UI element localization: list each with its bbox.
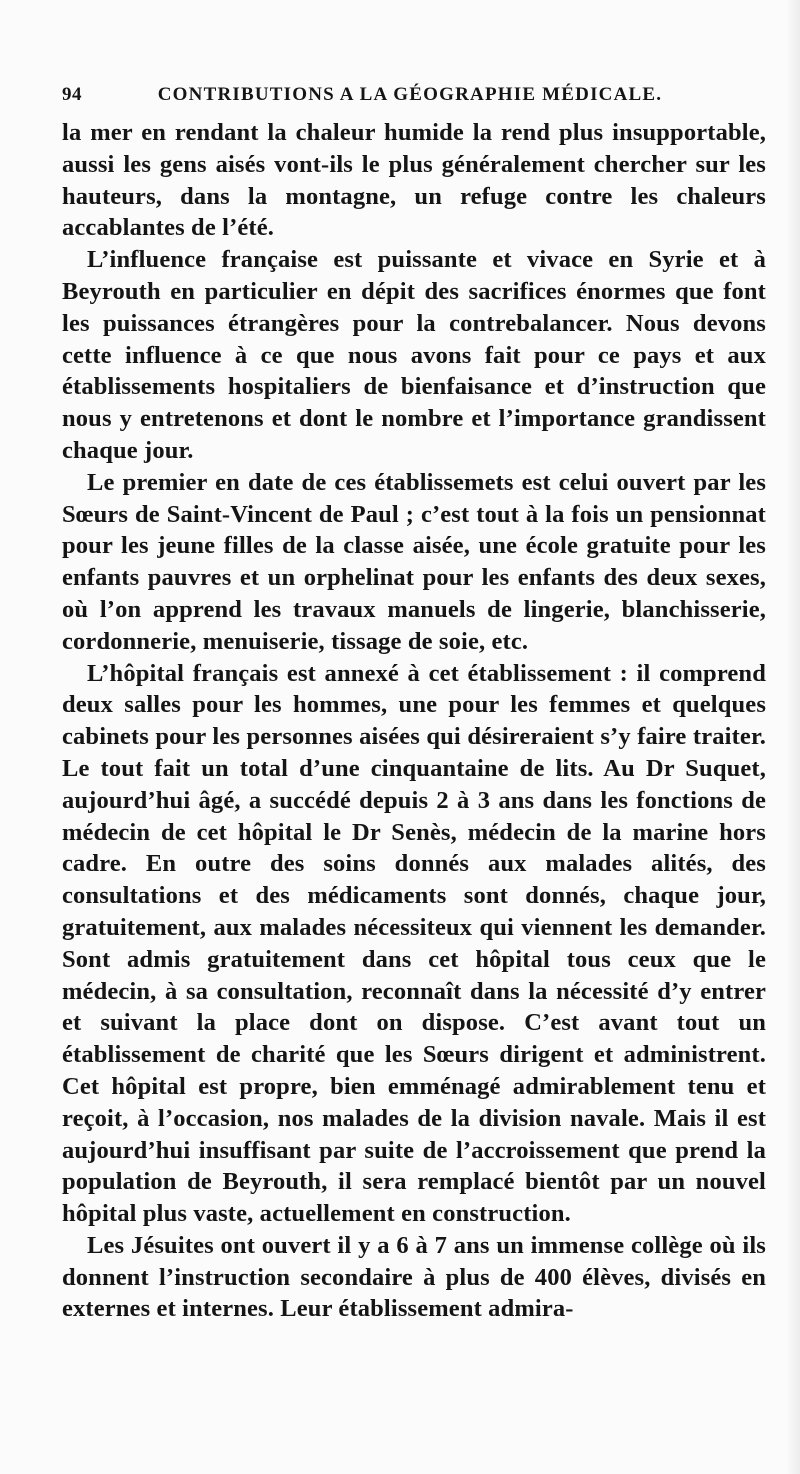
paragraph-continuation: la mer en rendant la chaleur humide la rend plus insupportable, aussi les gens aisés vont-ils le plus généralement chercher sur les hauteurs, dans la montagne, un refuge contre les chaleurs accablantes de l’été. (62, 119, 766, 242)
page-edge-shadow (786, 0, 800, 1474)
running-title: CONTRIBUTIONS A LA GÉOGRAPHIE MÉDICALE. (157, 84, 663, 105)
running-header (62, 84, 738, 110)
paragraph-sisters-establishment: Le premier en date de ces établissemets est celui ouvert par les Sœurs de Saint-Vincent de Paul ; c’est tout à la fois un pensionnat pour les jeune filles de la classe aisée, une école gratuite pour les enfants pauvres et un orphelinat pour les enfants des deux sexes, où l’on apprend les travaux manuels de lingerie, blanchisserie, cordonnerie, menuiserie, tissage de soie, etc. (62, 468, 766, 655)
body-text (62, 117, 766, 1325)
paragraph-french-hospital: L’hôpital français est annexé à cet établissement : il comprend deux salles pour les hommes, une pour les femmes et quelques cabinets pour les personnes aisées qui désireraient s’y faire traiter. Le tout fait un total d’une cinquantaine de lits. Au Dr Suquet, aujourd’hui âgé, a succédé depuis 2 à 3 ans dans les fonctions de médecin de cet hôpital le Dr Senès, médecin de la marine hors cadre. En outre des soins donnés aux malades alités, des consultations et des médicaments sont donnés, chaque jour, gratuitement, aux malades nécessiteux qui viennent les demander. Sont admis gratuitement dans cet hôpital tous ceux que le médecin, à sa consultation, reconnaît dans la nécessité d’y entrer et suivant la place dont on dispose. C’est avant tout un établissement de charité que les Sœurs dirigent et administrent. Cet hôpital est propre, bien emménagé admirablement tenu et reçoit, à l’occasion, nos malades de la division navale. Mais il est aujourd’hui insuffisant par suite de l’accroissement que prend la population de Beyrouth, il sera remplacé bientôt par un nouvel hôpital plus vaste, actuellement en construction. (62, 659, 766, 1228)
paragraph-jesuit-college: Les Jésuites ont ouvert il y a 6 à 7 ans un immense collège où ils donnent l’instruction secondaire à plus de 400 élèves, divisés en externes et internes. Leur établissement admira- (62, 1231, 766, 1323)
page-number: 94 (62, 84, 82, 105)
paragraph-french-influence: L’influence française est puissante et vivace en Syrie et à Beyrouth en particulier en dépit des sacrifices énormes que font les puissances étrangères pour la contrebalancer. Nous devons cette influence à ce que nous avons fait pour ce pays et aux établissements hospitaliers de bienfaisance et d’instruction que nous y entretenons et dont le nombre et l’importance grandissent chaque jour. (62, 246, 766, 464)
